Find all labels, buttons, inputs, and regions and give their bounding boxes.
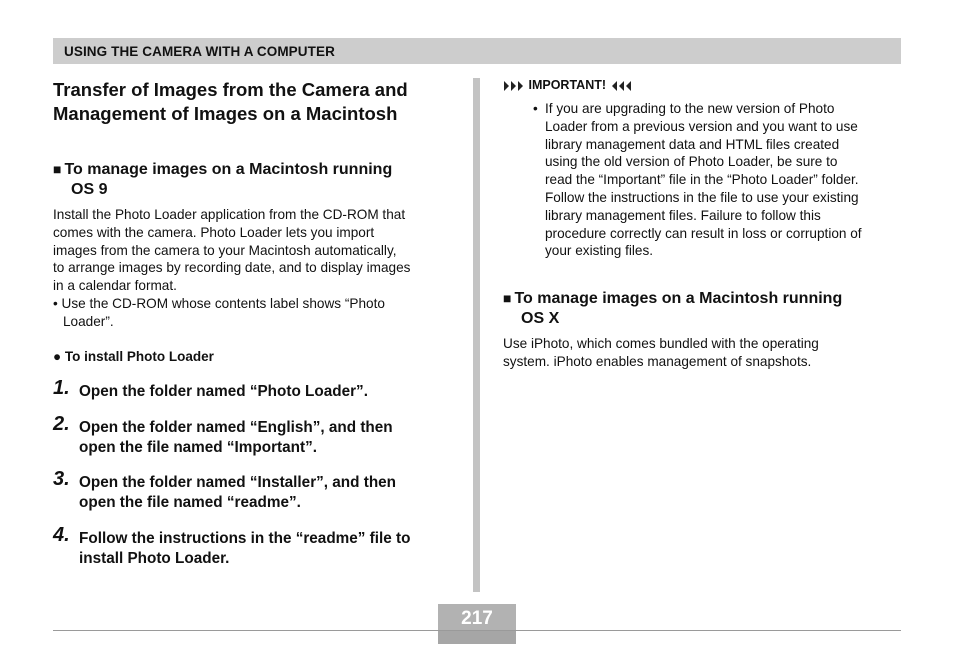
intro-line: images from the camera to your Macintosh automatically, [53,242,397,258]
important-note [533,100,903,260]
osx-heading-line-1: To manage images on a Macintosh running [514,290,843,307]
page-title [53,78,453,126]
intro-line: to arrange images by recording date, and to display images [53,260,411,276]
step-text-line-1: Open the folder named “Installer”, and then [79,474,397,491]
step-text-line-2: open the file named “Important”. [79,439,317,456]
osx-paragraph [503,335,903,371]
page-title-line-1: Transfer of Images from the Camera and [53,79,408,100]
step-text-line-2: open the file named “readme”. [79,494,301,511]
intro-line: Install the Photo Loader application from the CD-ROM that [53,207,406,222]
important-line: Follow the instructions in the file to use your existing [545,189,859,205]
step-number: 4. [53,524,70,546]
important-line: read the “Important” file in the “Photo Loader” folder. [545,172,859,188]
install-subheading: ● To install Photo Loader [53,349,214,364]
os9-intro-paragraph [53,206,463,295]
intro-line: comes with the camera. Photo Loader lets you import [53,224,375,240]
step-number: 3. [53,468,70,490]
step-text-line-2: install Photo Loader. [79,550,230,567]
section-header-band [53,38,901,64]
square-bullet-icon: ■ [53,161,62,177]
page-badge-lower-band [438,630,516,644]
osx-line: system. iPhoto enables management of snapshots. [503,353,812,369]
section-title: USING THE CAMERA WITH A COMPUTER [64,44,335,59]
left-column [53,78,453,126]
step-2 [53,413,463,458]
step-1 [53,377,463,402]
step-4 [53,524,463,569]
page-number: 217 [461,608,493,629]
important-line: using the old version of Photo Loader, be sure to [545,154,838,170]
cd-rom-bullet-line-2: Loader”. [63,313,114,329]
important-note-body [533,100,903,260]
arrows-right-icon [503,80,525,92]
intro-line: in a calendar format. [53,278,177,294]
step-number: 1. [53,377,70,399]
step-text-line-1: Open the folder named “English”, and then [79,419,393,436]
page-number-badge [438,604,516,644]
square-bullet-icon: ■ [503,290,512,306]
important-label-row [503,78,632,96]
important-label: IMPORTANT! [528,78,607,92]
step-text-line-1: Open the folder named “Photo Loader”. [79,383,368,400]
important-line: procedure correctly can result in loss or corruption of [545,225,862,241]
osx-section-heading [503,288,842,329]
step-number: 2. [53,413,70,435]
page-title-line-2: Management of Images on a Macintosh [53,103,398,124]
cd-rom-bullet-line-1: • Use the CD-ROM whose contents label shows “Photo [53,296,385,311]
step-text-line-1: Follow the instructions in the “readme” file to [79,530,411,547]
os9-section-heading [53,159,392,200]
important-line: library management data and HTML files created [545,136,840,152]
footer-rule [53,630,901,631]
osx-heading-line-2: OS X [521,310,560,327]
column-divider [473,78,480,592]
os9-heading-line-2: OS 9 [71,181,108,198]
osx-line: Use iPhoto, which comes bundled with the operating [503,336,819,351]
os9-heading-line-1: To manage images on a Macintosh running [64,161,393,178]
cd-rom-bullet [53,295,463,331]
important-line: your existing files. [545,243,654,259]
important-line: If you are upgrading to the new version of Photo [545,101,835,116]
important-line: Loader from a previous version and you want to use [545,118,858,134]
arrows-left-icon [610,80,632,92]
important-line: library management files. Failure to follow this [545,207,821,223]
bullet-dot: • [533,101,538,116]
step-3 [53,468,463,513]
